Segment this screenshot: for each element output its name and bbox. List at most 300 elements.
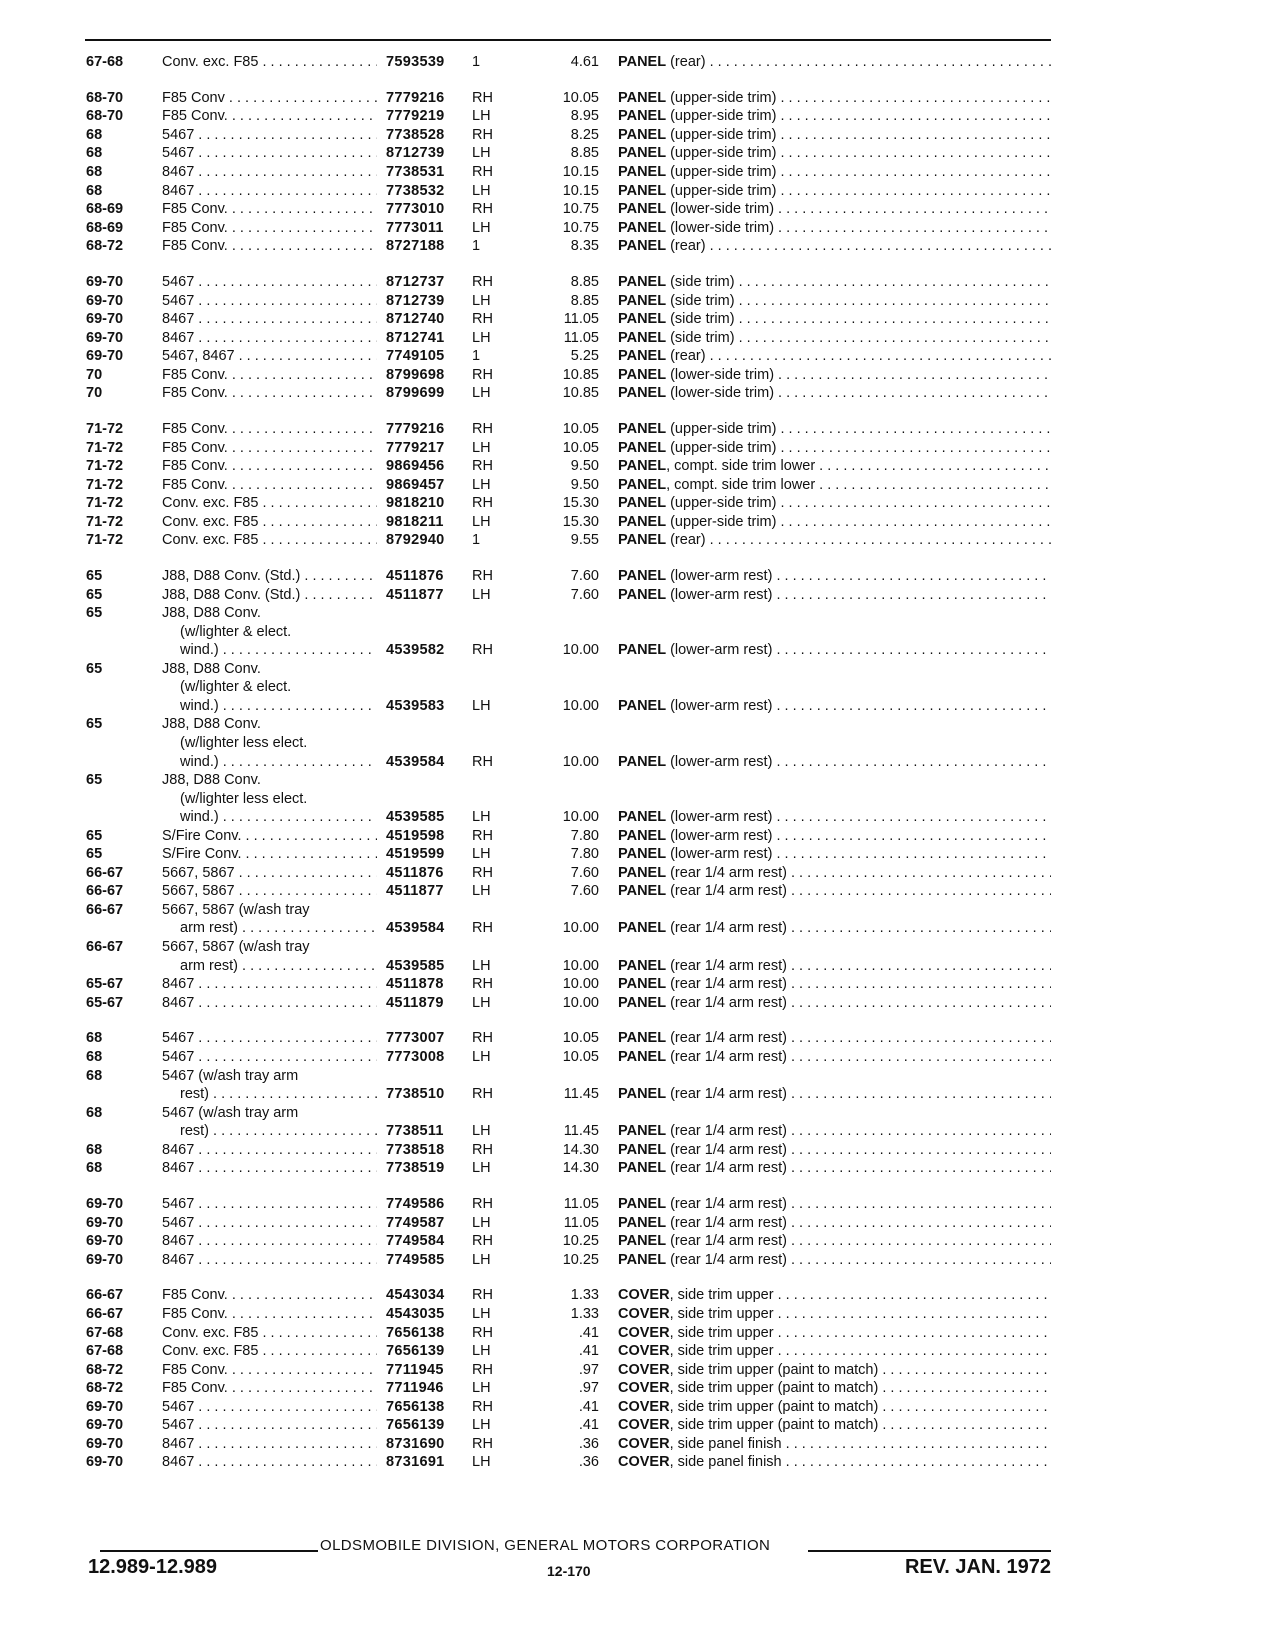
part-noun: PANEL: [618, 476, 667, 493]
quantity-side: RH: [472, 458, 493, 475]
model-description: 5467 . . .: [162, 126, 377, 144]
footer-rule-left: [100, 1550, 318, 1552]
table-row: [0, 1122, 1274, 1140]
part-number: 8727188: [386, 238, 445, 255]
table-row: [0, 1416, 1274, 1434]
part-noun: PANEL: [618, 513, 667, 530]
list-price: 8.95: [570, 108, 599, 125]
part-number: 7656139: [386, 1417, 445, 1434]
quantity-side: RH: [472, 164, 493, 180]
part-detail: (lower-arm rest): [666, 827, 773, 844]
table-row: [0, 604, 1274, 622]
model-description: wind.) . . .: [180, 808, 377, 826]
part-noun: PANEL: [618, 1233, 667, 1250]
part-detail: (upper-side trim): [666, 182, 777, 199]
part-detail: , compt. side trim lower: [666, 476, 816, 493]
table-row: [0, 641, 1274, 659]
model-year: 67-68: [86, 1324, 124, 1341]
table-row: [0, 1398, 1274, 1416]
part-name: [618, 1305, 1051, 1323]
list-price: 10.00: [562, 976, 599, 993]
model-description: 5467 . . .: [162, 1214, 377, 1232]
part-detail: (lower-side trim): [666, 366, 775, 383]
model-description: 5667, 5867 . . .: [162, 882, 377, 900]
part-number: 4539585: [386, 809, 445, 826]
part-name: [618, 641, 1051, 659]
table-row: [0, 457, 1274, 475]
model-description: F85 Conv . . .: [162, 89, 377, 107]
table-row: [0, 384, 1274, 402]
model-year: 66-67: [86, 939, 124, 955]
model-description: 5467 . . .: [162, 1195, 377, 1213]
part-noun: PANEL: [618, 182, 667, 199]
model-year: 68: [86, 1030, 103, 1047]
part-detail: (lower-side trim): [666, 385, 775, 402]
model-year: 70: [86, 366, 103, 383]
part-detail: (rear 1/4 arm rest): [666, 976, 787, 993]
part-detail: , compt. side trim lower: [666, 458, 816, 475]
table-row: [0, 144, 1274, 162]
part-name: [618, 1251, 1051, 1269]
part-detail: (rear 1/4 arm rest): [666, 1251, 787, 1268]
model-description: rest) . . .: [180, 1122, 377, 1140]
part-noun: PANEL: [618, 439, 667, 456]
part-noun: COVER: [618, 1287, 670, 1304]
model-year: 65: [86, 846, 103, 863]
quantity-side: LH: [472, 145, 491, 162]
quantity-side: LH: [472, 513, 491, 530]
model-description: wind.) . . .: [180, 753, 377, 771]
model-year: 69-70: [86, 1233, 124, 1250]
quantity-side: LH: [472, 1454, 491, 1471]
model-year: 71-72: [86, 421, 124, 437]
list-price: 5.25: [570, 348, 599, 365]
quantity-side: LH: [472, 292, 491, 309]
table-row: [0, 200, 1274, 218]
part-name: [618, 753, 1051, 771]
part-noun: PANEL: [618, 994, 667, 1011]
quantity-side: LH: [472, 1305, 491, 1322]
part-name: [618, 219, 1051, 237]
list-price: 10.85: [562, 385, 599, 402]
list-price: 11.45: [563, 1123, 599, 1140]
part-name: [618, 457, 1051, 475]
list-price: 15.30: [562, 513, 599, 530]
list-price: 10.25: [562, 1251, 599, 1268]
part-detail: (rear 1/4 arm rest): [666, 1086, 787, 1102]
table-row: [0, 1342, 1274, 1360]
table-row: [0, 182, 1274, 200]
model-description: F85 Conv. . . .: [162, 219, 377, 237]
model-year: 71-72: [86, 513, 124, 530]
part-noun: PANEL: [618, 568, 667, 584]
part-detail: (rear): [666, 532, 706, 549]
quantity-side: LH: [472, 219, 491, 236]
table-row: [0, 1286, 1274, 1304]
list-price: 10.25: [562, 1233, 599, 1250]
model-description: 5467 . . .: [162, 1416, 377, 1434]
quantity-side: RH: [472, 1361, 493, 1378]
part-number: 8712740: [386, 311, 445, 327]
part-detail: (lower-arm rest): [666, 586, 773, 603]
table-row: [0, 513, 1274, 531]
list-price: 10.00: [562, 920, 599, 937]
part-noun: COVER: [618, 1324, 670, 1341]
quantity-side: RH: [472, 311, 493, 327]
part-name: [618, 1085, 1051, 1103]
list-price: 10.00: [562, 957, 599, 974]
model-year: 66-67: [86, 901, 124, 918]
quantity-side: RH: [472, 273, 493, 290]
part-number: 4511877: [386, 586, 444, 603]
list-price: 11.45: [563, 1086, 599, 1102]
model-year: 69-70: [86, 348, 124, 365]
part-name: [618, 329, 1051, 347]
part-name: [618, 53, 1051, 71]
part-noun: COVER: [618, 1417, 670, 1434]
list-price: 10.85: [562, 366, 599, 383]
table-row: [0, 1435, 1274, 1453]
quantity-side: LH: [472, 1160, 491, 1177]
model-description: 8467 . . .: [162, 329, 377, 347]
model-description: Conv. exc. F85 . . .: [162, 1342, 377, 1360]
table-row: [0, 310, 1274, 328]
part-name: [618, 1048, 1051, 1066]
quantity-side: LH: [472, 476, 491, 493]
table-row: [0, 89, 1274, 107]
part-number: 7749586: [386, 1196, 445, 1212]
part-name: [618, 1379, 1051, 1397]
quantity-side: RH: [472, 201, 493, 218]
part-name: [618, 273, 1051, 291]
part-detail: (rear 1/4 arm rest): [666, 957, 787, 974]
part-name: [618, 366, 1051, 384]
list-price: 8.85: [570, 273, 599, 290]
list-price: .36: [578, 1435, 599, 1452]
table-row: [0, 1305, 1274, 1323]
model-year: 69-70: [86, 329, 124, 346]
part-number: 7779216: [386, 421, 445, 437]
part-number: 8799698: [386, 366, 445, 383]
part-number: 4539582: [386, 642, 445, 659]
part-number: 7738531: [386, 164, 445, 180]
model-year: 69-70: [86, 1251, 124, 1268]
part-number: 4519599: [386, 846, 445, 863]
model-year: 68-69: [86, 219, 124, 236]
model-year: 68: [86, 1160, 103, 1177]
quantity-side: RH: [472, 864, 493, 881]
list-price: 9.55: [570, 532, 599, 549]
table-row: [0, 347, 1274, 365]
model-year: 71-72: [86, 476, 124, 493]
model-description: J88, D88 Conv.: [162, 605, 261, 622]
quantity-side: LH: [472, 1380, 491, 1397]
model-description: 8467 . . .: [162, 1159, 377, 1177]
model-year: 65: [86, 716, 103, 733]
part-detail: (rear): [666, 348, 706, 365]
model-description: Conv. exc. F85 . . .: [162, 494, 377, 512]
part-noun: PANEL: [618, 846, 667, 863]
part-noun: PANEL: [618, 1030, 667, 1047]
part-noun: PANEL: [618, 642, 667, 659]
table-row: [0, 1085, 1274, 1103]
model-description: rest) . . .: [180, 1085, 377, 1103]
table-row: [0, 808, 1274, 826]
model-description: S/Fire Conv. . . .: [162, 845, 377, 863]
quantity-side: RH: [472, 366, 493, 383]
model-description: Conv. exc. F85 . . .: [162, 53, 377, 71]
table-row: [0, 476, 1274, 494]
list-price: 8.35: [570, 238, 599, 255]
part-number: 7738528: [386, 126, 445, 143]
part-detail: (rear 1/4 arm rest): [666, 1141, 787, 1158]
part-number: 7738532: [386, 182, 445, 199]
part-name: [618, 845, 1051, 863]
quantity-side: RH: [472, 976, 493, 993]
part-detail: (side trim): [666, 273, 735, 290]
table-row: [0, 1379, 1274, 1397]
part-number: 7656138: [386, 1398, 445, 1415]
list-price: 7.80: [570, 827, 599, 844]
part-name: [618, 1286, 1051, 1304]
model-description: S/Fire Conv. . . .: [162, 827, 377, 845]
part-number: 8712741: [386, 329, 445, 346]
model-year: 65: [86, 660, 103, 677]
model-year: 69-70: [86, 1196, 124, 1212]
quantity-side: LH: [472, 1214, 491, 1231]
model-description: 8467 . . .: [162, 994, 377, 1012]
part-detail: (rear 1/4 arm rest): [666, 994, 787, 1011]
part-number: 9818211: [386, 513, 444, 530]
part-name: [618, 1195, 1051, 1213]
model-description: (w/lighter less elect.: [180, 790, 308, 807]
table-row: [0, 1048, 1274, 1066]
model-description: F85 Conv. . . .: [162, 439, 377, 457]
part-detail: (rear): [666, 54, 706, 70]
table-row: [0, 329, 1274, 347]
table-row: [0, 734, 1274, 752]
quantity-side: 1: [472, 348, 481, 365]
part-detail: (lower-arm rest): [666, 846, 773, 863]
part-name: [618, 347, 1051, 365]
part-number: 7749587: [386, 1214, 445, 1231]
part-name: [618, 531, 1051, 549]
part-noun: PANEL: [618, 238, 667, 255]
part-name: [618, 882, 1051, 900]
quantity-side: LH: [472, 883, 491, 900]
model-year: 65-67: [86, 994, 124, 1011]
part-number: 7656139: [386, 1343, 445, 1359]
part-noun: PANEL: [618, 54, 667, 70]
quantity-side: RH: [472, 1030, 493, 1047]
part-detail: (side trim): [666, 292, 735, 309]
quantity-side: RH: [472, 920, 493, 937]
part-noun: PANEL: [618, 532, 667, 549]
model-year: 71-72: [86, 495, 124, 512]
part-detail: (upper-side trim): [666, 495, 777, 512]
part-number: 8712737: [386, 273, 445, 290]
list-price: .41: [578, 1398, 599, 1415]
part-name: [618, 384, 1051, 402]
quantity-side: RH: [472, 568, 493, 584]
list-price: 10.05: [562, 1048, 599, 1065]
model-year: 66-67: [86, 1287, 124, 1304]
part-name: [618, 697, 1051, 715]
table-row: [0, 697, 1274, 715]
part-name: [618, 163, 1051, 181]
part-number: 8712739: [386, 145, 445, 162]
part-number: 4511876: [386, 864, 444, 881]
model-description: 5467 . . .: [162, 144, 377, 162]
table-row: [0, 901, 1274, 919]
table-row: [0, 567, 1274, 585]
part-detail: (side trim): [666, 311, 735, 327]
table-row: [0, 623, 1274, 641]
model-year: 66-67: [86, 1305, 124, 1322]
part-detail: (upper-side trim): [666, 89, 777, 106]
list-price: 7.60: [570, 864, 599, 881]
part-detail: (upper-side trim): [666, 108, 777, 125]
quantity-side: LH: [472, 329, 491, 346]
part-noun: COVER: [618, 1343, 670, 1359]
part-name: [618, 864, 1051, 882]
table-row: [0, 439, 1274, 457]
model-description: 5667, 5867 . . .: [162, 864, 377, 882]
table-row: [0, 864, 1274, 882]
table-row: [0, 219, 1274, 237]
part-noun: PANEL: [618, 1160, 667, 1177]
part-noun: COVER: [618, 1454, 670, 1471]
list-price: .41: [578, 1343, 599, 1359]
quantity-side: LH: [472, 385, 491, 402]
table-row: [0, 163, 1274, 181]
model-description: 5467 (w/ash tray arm: [162, 1067, 299, 1084]
list-price: 8.85: [570, 292, 599, 309]
model-description: 8467 . . .: [162, 1435, 377, 1453]
part-name: [618, 1435, 1051, 1453]
table-row: [0, 292, 1274, 310]
table-row: [0, 1324, 1274, 1342]
part-detail: , side trim upper (paint to match): [669, 1380, 879, 1397]
quantity-side: LH: [472, 1251, 491, 1268]
part-name: [618, 237, 1051, 255]
part-noun: PANEL: [618, 1123, 667, 1140]
table-row: [0, 771, 1274, 789]
list-price: 8.25: [570, 126, 599, 143]
part-detail: (upper-side trim): [666, 145, 777, 162]
table-row: [0, 753, 1274, 771]
table-row: [0, 715, 1274, 733]
quantity-side: LH: [472, 1048, 491, 1065]
part-noun: PANEL: [618, 1214, 667, 1231]
part-detail: , side trim upper (paint to match): [669, 1398, 879, 1415]
part-detail: (lower-arm rest): [666, 642, 773, 659]
list-price: 10.05: [562, 1030, 599, 1047]
quantity-side: RH: [472, 421, 493, 437]
model-description: arm rest) . . .: [180, 957, 377, 975]
model-description: wind.) . . .: [180, 697, 377, 715]
part-noun: COVER: [618, 1361, 670, 1378]
part-detail: , side trim upper: [669, 1343, 774, 1359]
part-name: [618, 586, 1051, 604]
quantity-side: RH: [472, 753, 493, 770]
model-year: 66-67: [86, 864, 124, 881]
table-row: [0, 1214, 1274, 1232]
quantity-side: RH: [472, 1086, 493, 1102]
footer-page-number: 12-170: [547, 1563, 591, 1579]
model-year: 69-70: [86, 1435, 124, 1452]
model-description: (w/lighter & elect.: [180, 623, 292, 640]
table-row: [0, 1029, 1274, 1047]
quantity-side: LH: [472, 957, 491, 974]
model-year: 65: [86, 605, 103, 622]
part-detail: (rear 1/4 arm rest): [666, 920, 787, 937]
model-year: 67-68: [86, 1343, 124, 1359]
list-price: .41: [578, 1324, 599, 1341]
part-name: [618, 975, 1051, 993]
table-row: [0, 420, 1274, 438]
part-detail: , side trim upper: [669, 1305, 774, 1322]
table-row: [0, 678, 1274, 696]
quantity-side: LH: [472, 1123, 491, 1140]
list-price: 10.00: [562, 697, 599, 714]
model-year: 68: [86, 1067, 103, 1084]
model-description: F85 Conv. . . .: [162, 1286, 377, 1304]
list-price: 10.05: [562, 89, 599, 106]
table-row: [0, 1159, 1274, 1177]
part-number: 7656138: [386, 1324, 445, 1341]
part-name: [618, 1122, 1051, 1140]
quantity-side: RH: [472, 827, 493, 844]
footer-revision: REV. JAN. 1972: [904, 1556, 1051, 1578]
model-description: 5467 . . .: [162, 1029, 377, 1047]
quantity-side: LH: [472, 108, 491, 125]
part-detail: , side panel finish: [669, 1435, 782, 1452]
model-year: 71-72: [86, 532, 124, 549]
part-number: 7738511: [386, 1123, 444, 1140]
quantity-side: RH: [472, 1287, 493, 1304]
model-year: 66-67: [86, 883, 124, 900]
part-detail: (upper-side trim): [666, 513, 777, 530]
part-noun: PANEL: [618, 421, 667, 437]
part-name: [618, 494, 1051, 512]
quantity-side: RH: [472, 89, 493, 106]
part-noun: PANEL: [618, 920, 667, 937]
list-price: 9.50: [570, 476, 599, 493]
part-number: 4511878: [386, 976, 444, 993]
model-description: 8467 . . .: [162, 1232, 377, 1250]
part-number: 7773008: [386, 1048, 445, 1065]
part-noun: PANEL: [618, 753, 667, 770]
list-price: 9.50: [570, 458, 599, 475]
model-year: 69-70: [86, 1454, 124, 1471]
part-detail: (lower-arm rest): [666, 809, 773, 826]
part-number: 7779219: [386, 108, 445, 125]
part-name: [618, 1141, 1051, 1159]
model-description: 8467 . . .: [162, 975, 377, 993]
table-row: [0, 366, 1274, 384]
model-description: 5467 . . .: [162, 273, 377, 291]
model-description: F85 Conv. . . .: [162, 1379, 377, 1397]
model-year: 69-70: [86, 1417, 124, 1434]
part-detail: (rear 1/4 arm rest): [666, 1048, 787, 1065]
list-price: 1.33: [570, 1305, 599, 1322]
part-number: 4539584: [386, 920, 445, 937]
model-year: 69-70: [86, 311, 124, 327]
part-name: [618, 310, 1051, 328]
model-description: J88, D88 Conv.: [162, 772, 261, 788]
list-price: 11.05: [563, 1196, 599, 1212]
